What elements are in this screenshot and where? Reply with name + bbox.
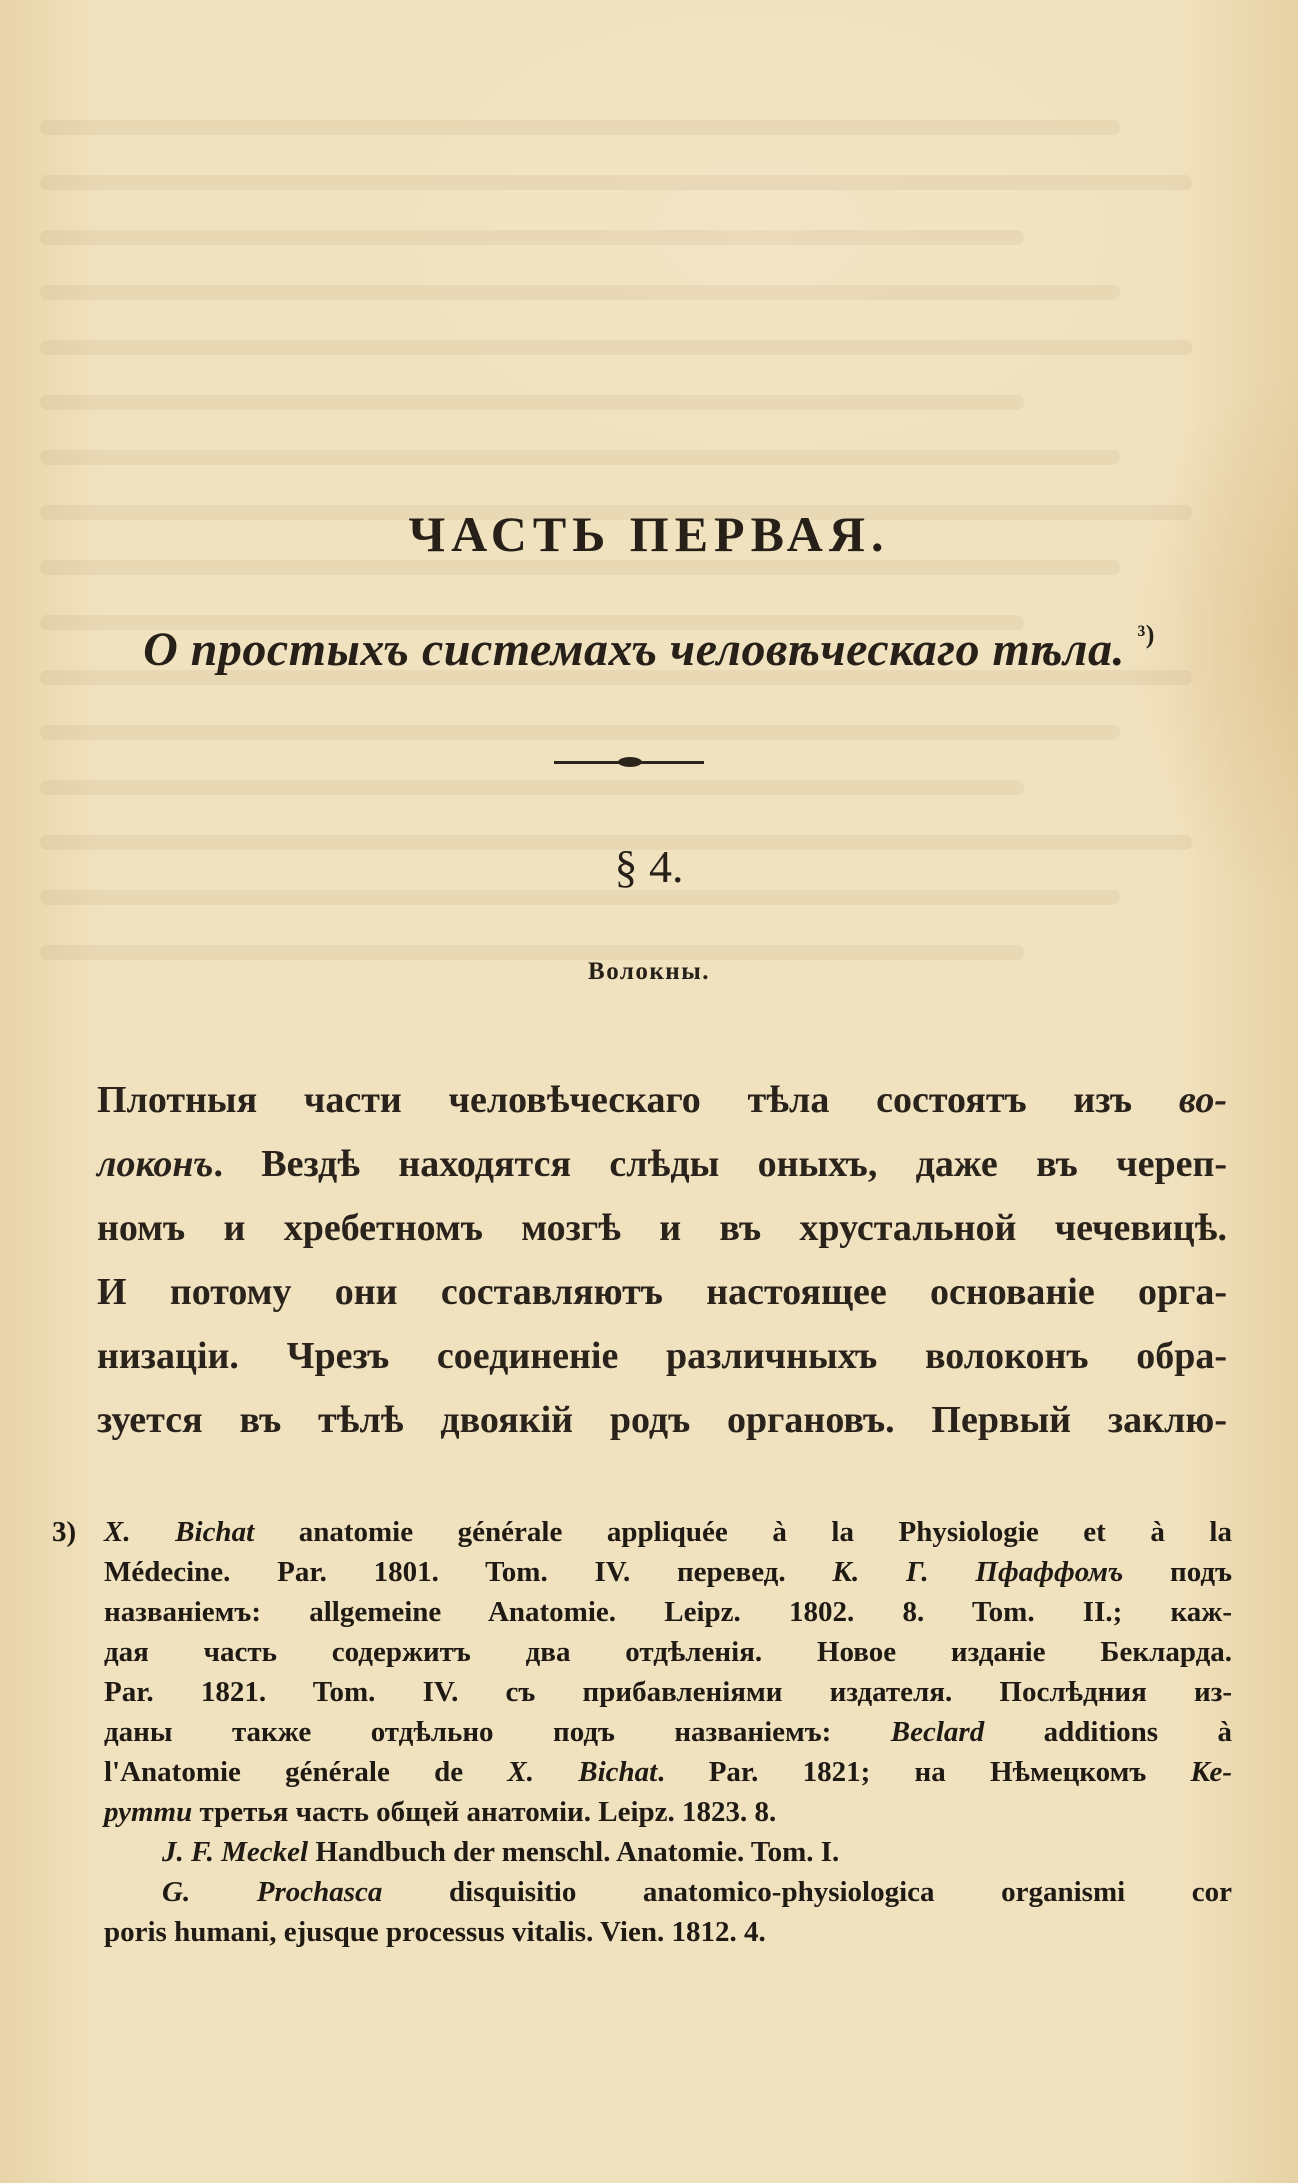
footnote-line: Par. 1821. Tom. IV. съ прибавленіями издателя. Послѣдния из- — [104, 1676, 1232, 1708]
part-subtitle-text: О простыхъ системахъ человѣческаго тѣла. — [143, 623, 1125, 676]
body-text — [97, 1068, 1227, 1452]
body-text-emphasis: во- — [1178, 1079, 1227, 1121]
footnote-line: названіемъ: allgemeine Anatomie. Leipz. 1802. 8. Tom. II.; каж- — [104, 1596, 1232, 1628]
footnote-text: disquisitio anatomico-physiologica organismi cor — [382, 1876, 1232, 1908]
footnote-text: подъ — [1123, 1556, 1232, 1588]
footnote-line — [52, 1872, 1232, 1912]
body-text-emphasis: локонъ — [97, 1143, 214, 1185]
footnote-text: Handbuch der menschl. Anatomie. Tom. I. — [308, 1836, 840, 1868]
body-text-span: . Вездѣ находятся слѣды оныхъ, даже въ череп- — [213, 1143, 1227, 1185]
footnote-text: даны также отдѣльно подъ названіемъ: — [104, 1716, 891, 1748]
footnote — [52, 1512, 1232, 1952]
footnote-reference: ³) — [1137, 620, 1155, 649]
footnote-line — [52, 1792, 1232, 1832]
footnote-text: additions à — [984, 1716, 1232, 1748]
footnote-line — [52, 1512, 1232, 1552]
body-line: И потому они составляютъ настоящее основаніе орга- — [97, 1271, 1227, 1313]
footnote-emphasis: рутти — [104, 1796, 193, 1828]
footnote-line — [52, 1712, 1232, 1752]
body-line — [97, 1132, 1227, 1196]
footnote-text: anatomie générale appliquée à la Physiologie et à la — [254, 1516, 1232, 1548]
footnote-emphasis: Beclard — [890, 1716, 985, 1748]
footnote-line: дая часть содержитъ два отдѣленія. Новое изданіе Бекларда. — [104, 1636, 1232, 1668]
body-text-span: Плотныя части человѣческаго тѣла состоятъ изъ — [97, 1079, 1179, 1121]
body-line: низаціи. Чрезъ соединеніе различныхъ волоконъ обра- — [97, 1335, 1227, 1377]
footnote-line — [52, 1832, 1232, 1872]
footnote-emphasis: J. F. Meckel — [162, 1836, 309, 1868]
footnote-text: l'Anatomie générale de — [104, 1756, 508, 1788]
part-title: ЧАСТЬ ПЕРВАЯ. — [408, 506, 890, 562]
footnote-mark: 3) — [52, 1516, 77, 1548]
footnote-text: . Par. 1821; на Нѣмецкомъ — [657, 1756, 1191, 1788]
footnote-line: poris humani, ejusque processus vitalis. Vien. 1812. 4. — [104, 1916, 766, 1948]
footnote-emphasis: К. Г. Пфаффомъ — [832, 1556, 1124, 1588]
footnote-text: третья часть общей анатоміи. Leipz. 1823. 8. — [192, 1796, 777, 1828]
footnote-text: Médecine. Par. 1801. Tom. IV. перевед. — [104, 1556, 833, 1588]
footnote-emphasis: X. Bichat — [507, 1756, 658, 1788]
footnote-line — [52, 1752, 1232, 1792]
ornamental-rule-center — [618, 757, 642, 767]
section-number: § 4. — [614, 841, 684, 892]
body-line: номъ и хребетномъ мозгѣ и въ хрустальной чечевицѣ. — [97, 1207, 1227, 1249]
footnote-emphasis: Ке- — [1190, 1756, 1232, 1788]
footnote-emphasis: X. Bichat — [104, 1516, 255, 1548]
footnote-emphasis: G. Prochasca — [162, 1876, 383, 1908]
part-subtitle — [0, 620, 1298, 677]
body-line: зуется въ тѣлѣ двоякій родъ органовъ. Первый заклю- — [97, 1399, 1227, 1441]
section-title: Волокны. — [588, 958, 710, 985]
body-line — [97, 1068, 1227, 1132]
footnote-line — [52, 1552, 1232, 1592]
